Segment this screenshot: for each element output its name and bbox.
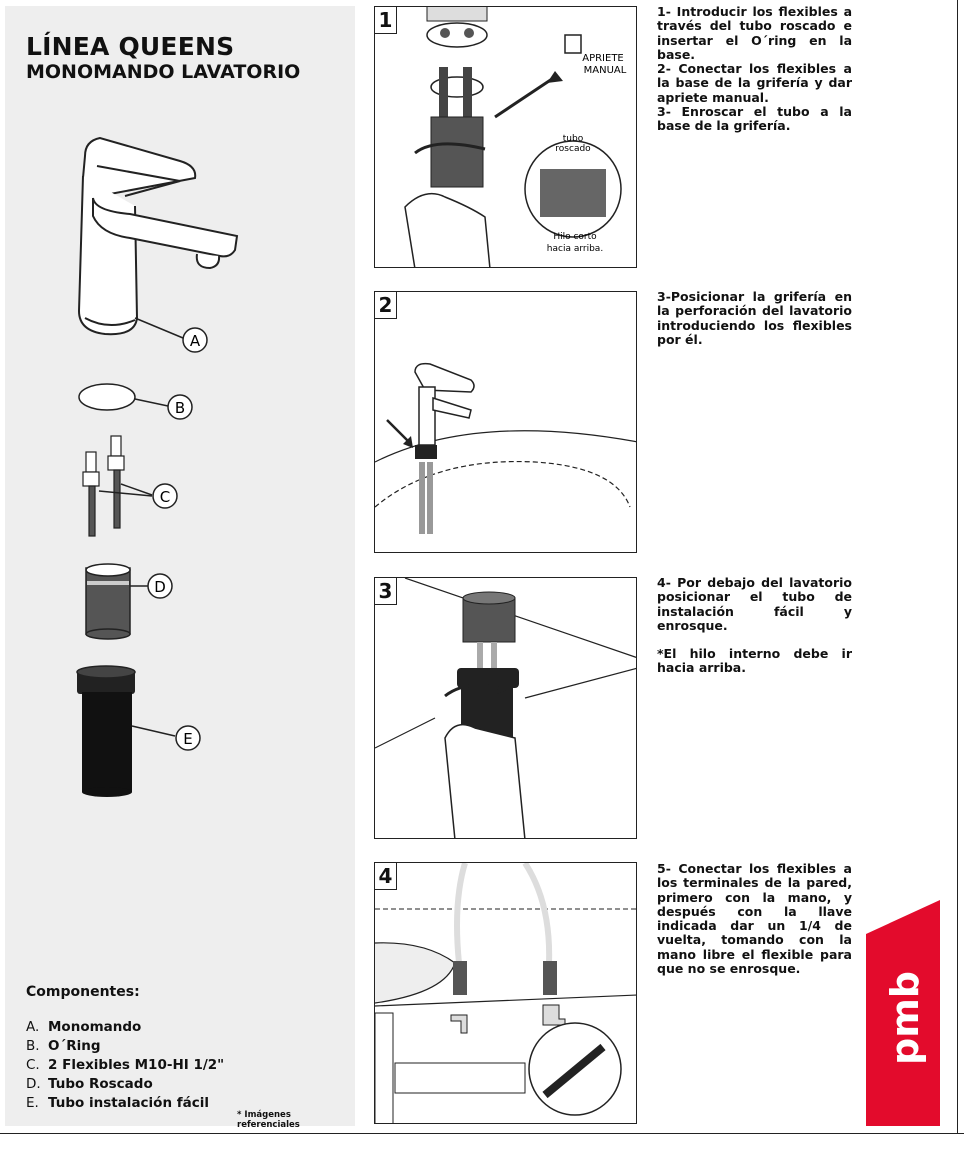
list-item: C. 2 Flexibles M10-HI 1/2"	[26, 1057, 225, 1073]
install-tube-part-e	[77, 666, 135, 797]
list-item: E. Tubo instalación fácil	[26, 1095, 210, 1111]
product-line-title: LÍNEA QUEENS	[26, 32, 235, 61]
part-a-label: A	[189, 332, 201, 350]
list-item: A. Monomando	[26, 1019, 142, 1035]
components-panel	[5, 6, 355, 1130]
bottom-border	[0, 1133, 964, 1134]
part-d-label: D	[154, 578, 166, 596]
part-e-label: E	[183, 730, 193, 748]
parts-illustration	[5, 6, 355, 806]
step-2-instructions: 3-Posicionar la grifería en la perforación del lavatorio introduciendo los flexibles por él.	[657, 289, 852, 347]
step-3-illustration	[374, 577, 637, 839]
product-subtitle: MONOMANDO LAVATORIO	[26, 61, 301, 83]
reference-note: * Imágenes referenciales	[237, 1110, 300, 1130]
threaded-tube-part-d	[86, 564, 130, 639]
step-number: 4	[375, 863, 397, 890]
step-4-instructions: 5- Conectar los flexibles a los terminales de la pared, primero con la mano, y después con la llave indicada dar un 1/4 de vuelta, tomando con la mano libre el flexible para que no se enrosque.	[657, 861, 852, 977]
part-b-label: B	[174, 399, 186, 417]
hacia-arriba-label: hacia arriba.	[546, 244, 604, 254]
flexibles-part-c	[83, 436, 124, 536]
components-heading: Componentes:	[26, 984, 140, 1000]
step-2-illustration	[374, 291, 637, 553]
step-number: 2	[375, 292, 397, 319]
svg-text:pmb: pmb	[883, 971, 927, 1065]
list-item: D. Tubo Roscado	[26, 1076, 153, 1092]
tubo-label: tubo	[562, 134, 584, 144]
pmb-logo	[866, 900, 940, 1126]
part-c-label: C	[159, 488, 171, 506]
list-item: B. O´Ring	[26, 1038, 101, 1054]
step-1-instructions: 1- Introducir los flexibles a través del tubo roscado e insertar el O´ring en la base. 2- Conectar los flexibles a la base de la grifería y dar apriete manual. 3- Enroscar el tubo a la base de la grifería.	[657, 4, 852, 134]
roscado-label: roscado	[555, 144, 591, 154]
components-list	[26, 1018, 224, 1113]
step-number: 3	[375, 578, 397, 605]
step-1-illustration	[374, 6, 637, 268]
manual-label: MANUAL	[583, 65, 627, 76]
apriete-label: APRIETE	[582, 53, 624, 64]
step-number: 1	[375, 7, 397, 34]
step-3-instructions: 4- Por debajo del lavatorio posicionar el tubo de instalación fácil y enrosque. *El hilo interno debe ir hacia arriba.	[657, 575, 852, 676]
faucet-part-a	[79, 138, 237, 334]
step-4-illustration	[374, 862, 637, 1124]
right-border	[957, 0, 958, 1133]
oring-part-b	[79, 384, 135, 410]
hilo-corto-label: Hilo corto	[553, 232, 597, 242]
